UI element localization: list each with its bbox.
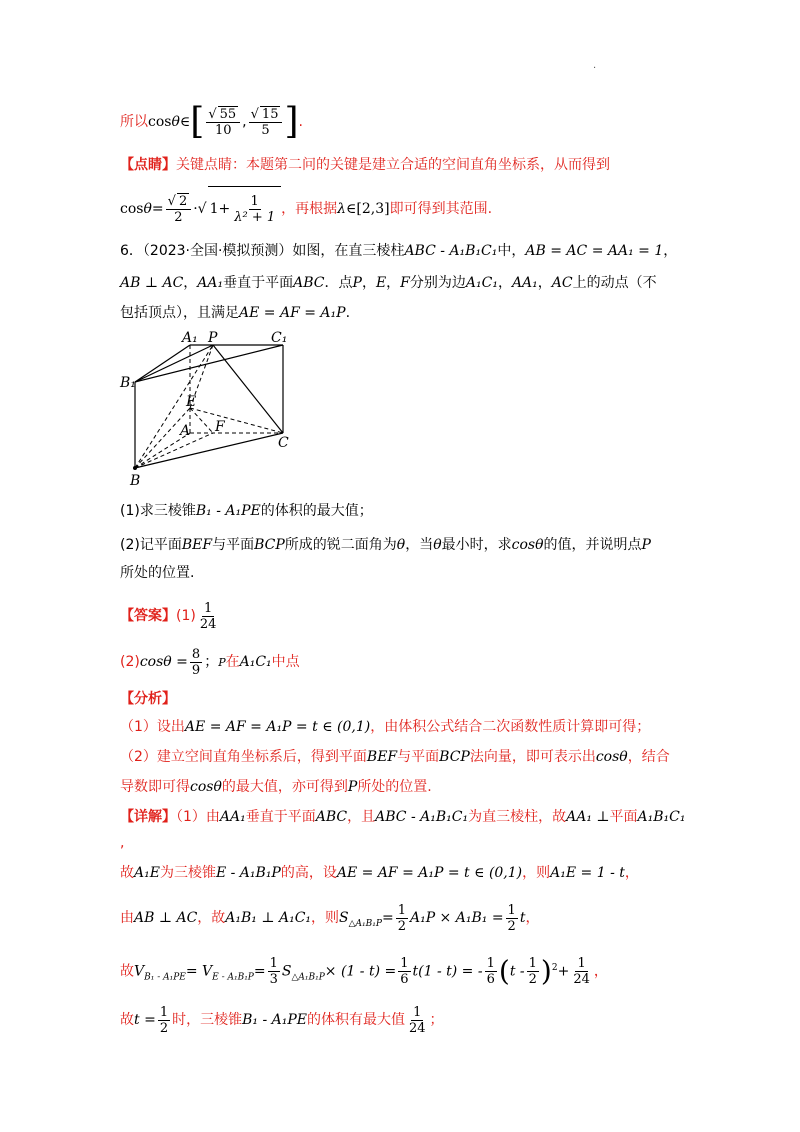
edge-b-f [135,433,213,468]
answer-line-1: 【答案】(1) $\frac{1}{24}$ [120,600,217,632]
prism-figure [118,330,298,494]
detail-line-5: 故t = $\frac{1}{2}$ 时，三棱锥B₁ - A₁PE的体积有最大值 $\frac{1}{24}$ ； [120,1004,444,1036]
label-c1: C₁ [271,330,288,346]
header-mark: . [593,60,597,71]
prism-diagram [118,330,298,490]
edge-b1-c1 [135,345,283,382]
label-e: E [186,394,197,410]
question-6-line-3: 包括顶点），且满足AE = AF = A₁P. [120,305,351,321]
label-f: F [215,419,225,435]
answer-line-2: (2)cosθ = $\frac{8}{9}$ ；P在A₁C₁中点 [120,646,300,678]
subquestion-2-line-2: 所处的位置. [120,565,195,581]
detail-line-4: 故$V_{B_1 - A_1PE}= V_{E - A_1B_1P}=$ $\frac{1}{3}$ $S_{\triangle A_1B_1P}\times (1 - t)$ = $\frac{1}{6}$ t(1 - t) = - $\frac{1}{6}$ (t - $\frac{1}{2}$ )$^2$+ $\frac{1}{24}$ ， [120,954,608,988]
edge-b1-a1 [135,345,190,382]
question-6-line-2: AB ⊥ AC，AA₁垂直于平面ABC．点P，E，F分别为边A₁C₁，AA₁，AC上的动点（不 [120,275,657,291]
fraction: $\frac{1}{24}$ [573,956,590,988]
fraction: $\frac{1}{6}$ [486,956,495,988]
fraction: $\frac{1}{2}$ [528,956,537,988]
detail-comma: , [120,835,125,851]
fraction: $\frac{1}{2}$ [507,902,516,934]
conclusion-line: 所以cosθ∈[ $\frac{√ 55}{10}$ , $\frac{√ 15}{5}$ ]. [120,101,303,142]
detail-line-2: 故A₁E为三棱锥E - A₁B₁P的高，设AE = AF = A₁P = t ∈ (0,1)，则A₁E = 1 - t， [120,865,639,881]
label-b1: B₁ [120,375,136,391]
point-b [133,466,137,470]
label-c: C [278,435,289,451]
fraction: $\frac{1}{6}$ [400,956,409,988]
remark-formula-line: cosθ= $\frac{√ 2}{2}$ ·√ 1+ $\frac{1}{\text{λ² + 1}}$ ，再根据λ∈[2,3]即可得到其范围. [120,186,492,230]
label-p: P [208,330,218,346]
analysis-2: （2）建立空间直角坐标系后，得到平面BEF与平面BCP法向量，即可表示出cosθ，结合 [120,749,670,765]
edge-e-f [190,408,213,433]
edge-b-c [135,433,283,468]
fraction: $\frac{√ 2}{2}$ [166,193,192,225]
fraction: $\frac{1}{2}$ [397,902,406,934]
fraction: $\frac{1}{2}$ [159,1004,169,1036]
fraction: $\frac{√ 15}{5}$ [249,106,283,138]
label-a1: A₁ [182,330,198,346]
fraction: $\frac{√ 55}{10}$ [206,106,240,138]
fraction: $\frac{1}{24}$ [199,600,217,632]
subquestion-1: (1)求三棱锥B₁ - A₁PE的体积的最大值； [120,503,373,519]
fraction: $\frac{1}{3}$ [269,956,278,988]
fraction: $\frac{1}{24}$ [409,1004,426,1036]
subquestion-2-line-1: (2)记平面BEF与平面BCP所成的锐二面角为θ，当θ最小时，求cosθ的值，并说明点P [120,537,651,553]
edge-e-c [190,408,283,433]
edge-b1-p [135,345,213,382]
analysis-tag: 【分析】 [120,691,176,707]
fraction: $\frac{8}{9}$ [191,646,201,678]
analysis-1: （1）设出AE = AF = A₁P = t ∈ (0,1)，由体积公式结合二次函数性质计算即可得； [120,719,651,735]
remark-line: 【点睛】关键点睛：本题第二问的关键是建立合适的空间直角坐标系，从而得到 [120,157,610,173]
analysis-3: 导数即可得cosθ的最大值，亦可得到P所处的位置. [120,779,432,795]
label-a: A [180,423,191,439]
question-6-line-1: 6．（2023·全国·模拟预测）如图，在直三棱柱ABC - A₁B₁C₁中，AB = AC = AA₁ = 1， [120,243,678,259]
fraction: $\frac{1}{\text{λ² + 1}}$ [234,193,276,225]
detail-line-1: 【详解】（1）由AA₁垂直于平面ABC，且ABC - A₁B₁C₁为直三棱柱，故AA₁ ⊥平面A₁B₁C₁ [120,809,686,825]
label-b: B [130,473,141,489]
detail-line-3: 由AB ⊥ AC，故A₁B₁ ⊥ A₁C₁，则$S_{\triangle A_1B_1P}=$ $\frac{1}{2}$ A₁P × A₁B₁ = $\frac{1}{2}$ t， [120,902,540,934]
